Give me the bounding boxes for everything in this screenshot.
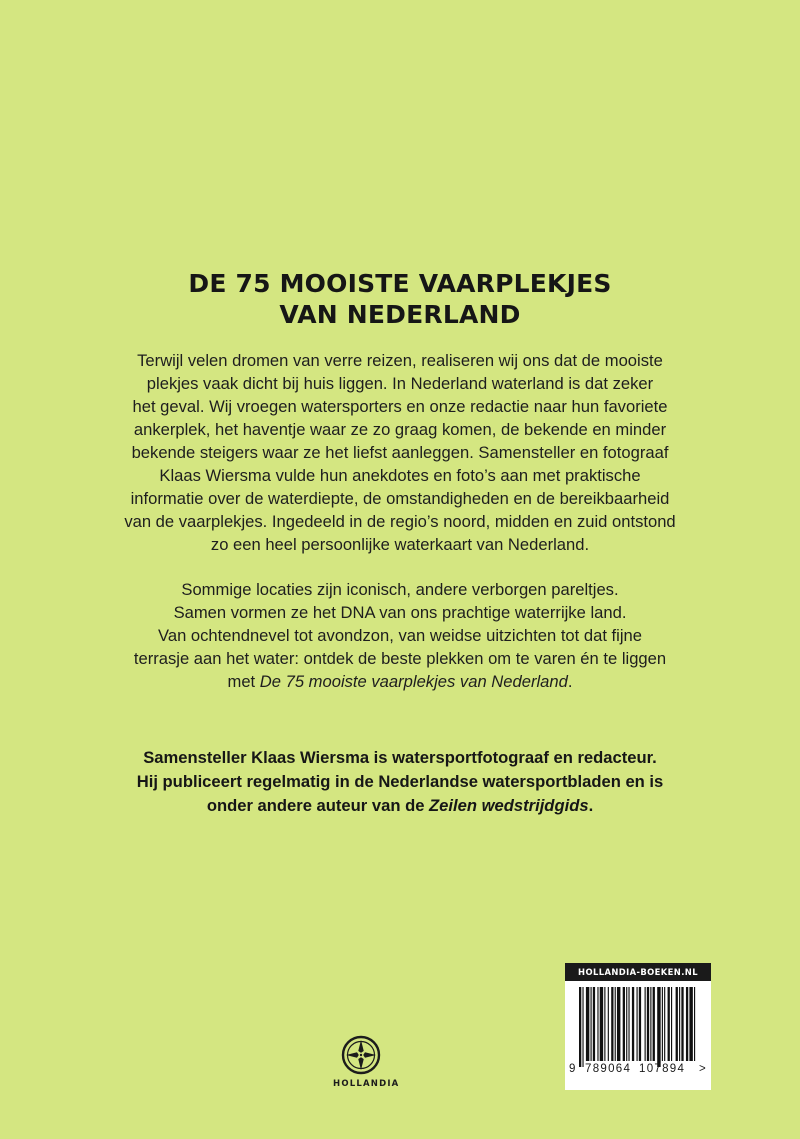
text-line: het geval. Wij vroegen watersporters en onze redactie naar hun favoriete bbox=[132, 397, 668, 416]
isbn-first-digit: 9 bbox=[569, 1063, 576, 1075]
barcode-bar bbox=[632, 987, 634, 1061]
description-paragraph-2 bbox=[0, 578, 800, 693]
bio-suffix: . bbox=[588, 796, 594, 815]
barcode-bar bbox=[681, 987, 683, 1061]
text-line: Sommige locaties zijn iconisch, andere verborgen pareltjes. bbox=[181, 580, 619, 599]
text-line: van de vaarplekjes. Ingedeeld in de regio’s noord, midden en zuid ontstond bbox=[124, 512, 676, 531]
barcode-bar bbox=[671, 987, 672, 1061]
text-line: Samen vormen ze het DNA van ons prachtige waterrijke land. bbox=[173, 603, 627, 622]
barcode-bar bbox=[628, 987, 629, 1061]
publisher-logo bbox=[333, 1035, 400, 1089]
isbn-arrow: > bbox=[699, 1063, 706, 1075]
text-line: Klaas Wiersma vulde hun anekdotes en foto’s aan met praktische bbox=[159, 466, 641, 485]
text-line: zo een heel persoonlijke waterkaart van Nederland. bbox=[210, 535, 590, 554]
text-line: ankerplek, het haventje waar ze zo graag komen, de bekende en minder bbox=[133, 420, 667, 439]
barcode-bar bbox=[626, 987, 627, 1061]
barcode-bar bbox=[676, 987, 678, 1061]
barcode-bar bbox=[637, 987, 638, 1061]
barcode-bar bbox=[645, 987, 646, 1061]
text-line: bekende steigers waar ze het liefst aanleggen. Samensteller en fotograaf bbox=[131, 443, 669, 462]
barcode-bar bbox=[615, 987, 616, 1061]
description-paragraph-1 bbox=[0, 349, 800, 556]
text-line: Terwijl velen dromen van verre reizen, realiseren wij ons dat de mooiste bbox=[137, 351, 663, 370]
barcode-bar bbox=[597, 987, 598, 1061]
barcode-bar bbox=[657, 987, 660, 1067]
isbn-group-1: 789064 bbox=[585, 1063, 632, 1075]
barcode-bar bbox=[591, 987, 592, 1061]
book-title bbox=[0, 268, 800, 330]
book-title-italic: De 75 mooiste vaarplekjes van Nederland bbox=[259, 672, 568, 691]
text-prefix: met bbox=[227, 672, 260, 691]
barcode-bars bbox=[579, 987, 697, 1067]
barcode-bar bbox=[582, 987, 583, 1067]
barcode-bar bbox=[593, 987, 595, 1061]
barcode-bar bbox=[668, 987, 670, 1061]
isbn-barcode bbox=[565, 963, 711, 1090]
text-line: Van ochtendnevel tot avondzon, van weidse uitzichten tot dat fijne bbox=[158, 626, 642, 645]
publisher-name: HOLLANDIA bbox=[333, 1079, 400, 1089]
barcode-bar bbox=[689, 987, 692, 1061]
barcode-bar bbox=[694, 987, 695, 1061]
compass-rose-icon bbox=[341, 1035, 381, 1075]
barcode-bar bbox=[650, 987, 651, 1061]
publisher-website: HOLLANDIA-BOEKEN.NL bbox=[565, 963, 711, 981]
bio-prefix: onder andere auteur van de bbox=[206, 796, 430, 815]
author-bio bbox=[0, 746, 800, 818]
barcode-bar bbox=[608, 987, 609, 1061]
book-title-line-2: VAN NEDERLAND bbox=[279, 300, 521, 329]
barcode-bar bbox=[639, 987, 641, 1061]
text-suffix: . bbox=[567, 672, 573, 691]
barcode-bar bbox=[579, 987, 581, 1067]
barcode-bar bbox=[679, 987, 680, 1061]
text-line: informatie over de waterdiepte, de omstandigheden en de bereikbaarheid bbox=[130, 489, 670, 508]
text-line: terrasje aan het water: ontdek de beste plekken om te varen én te liggen bbox=[133, 649, 667, 668]
barcode-bar bbox=[604, 987, 605, 1061]
barcode-bar bbox=[617, 987, 620, 1061]
barcode-bar bbox=[664, 987, 665, 1061]
bio-line-with-title bbox=[0, 794, 800, 818]
barcode-bar bbox=[647, 987, 649, 1061]
guide-title-italic: Zeilen wedstrijdgids bbox=[429, 796, 589, 815]
text-line-with-title bbox=[0, 670, 800, 693]
barcode-bar bbox=[586, 987, 589, 1061]
barcode-bar bbox=[686, 987, 688, 1061]
book-title-line-1: DE 75 MOOISTE VAARPLEKJES bbox=[188, 269, 612, 298]
barcode-bar bbox=[611, 987, 613, 1061]
barcode-bar bbox=[653, 987, 655, 1061]
bio-line: Samensteller Klaas Wiersma is watersportfotograaf en redacteur. bbox=[143, 748, 657, 767]
barcode-bar bbox=[600, 987, 603, 1061]
barcode-bar bbox=[662, 987, 663, 1061]
barcode-bar bbox=[623, 987, 625, 1061]
text-line: plekjes vaak dicht bij huis liggen. In Nederland waterland is dat zeker bbox=[146, 374, 654, 393]
isbn-group-2: 107894 bbox=[639, 1063, 686, 1075]
bio-line: Hij publiceert regelmatig in de Nederlandse watersportbladen en is bbox=[136, 772, 664, 791]
